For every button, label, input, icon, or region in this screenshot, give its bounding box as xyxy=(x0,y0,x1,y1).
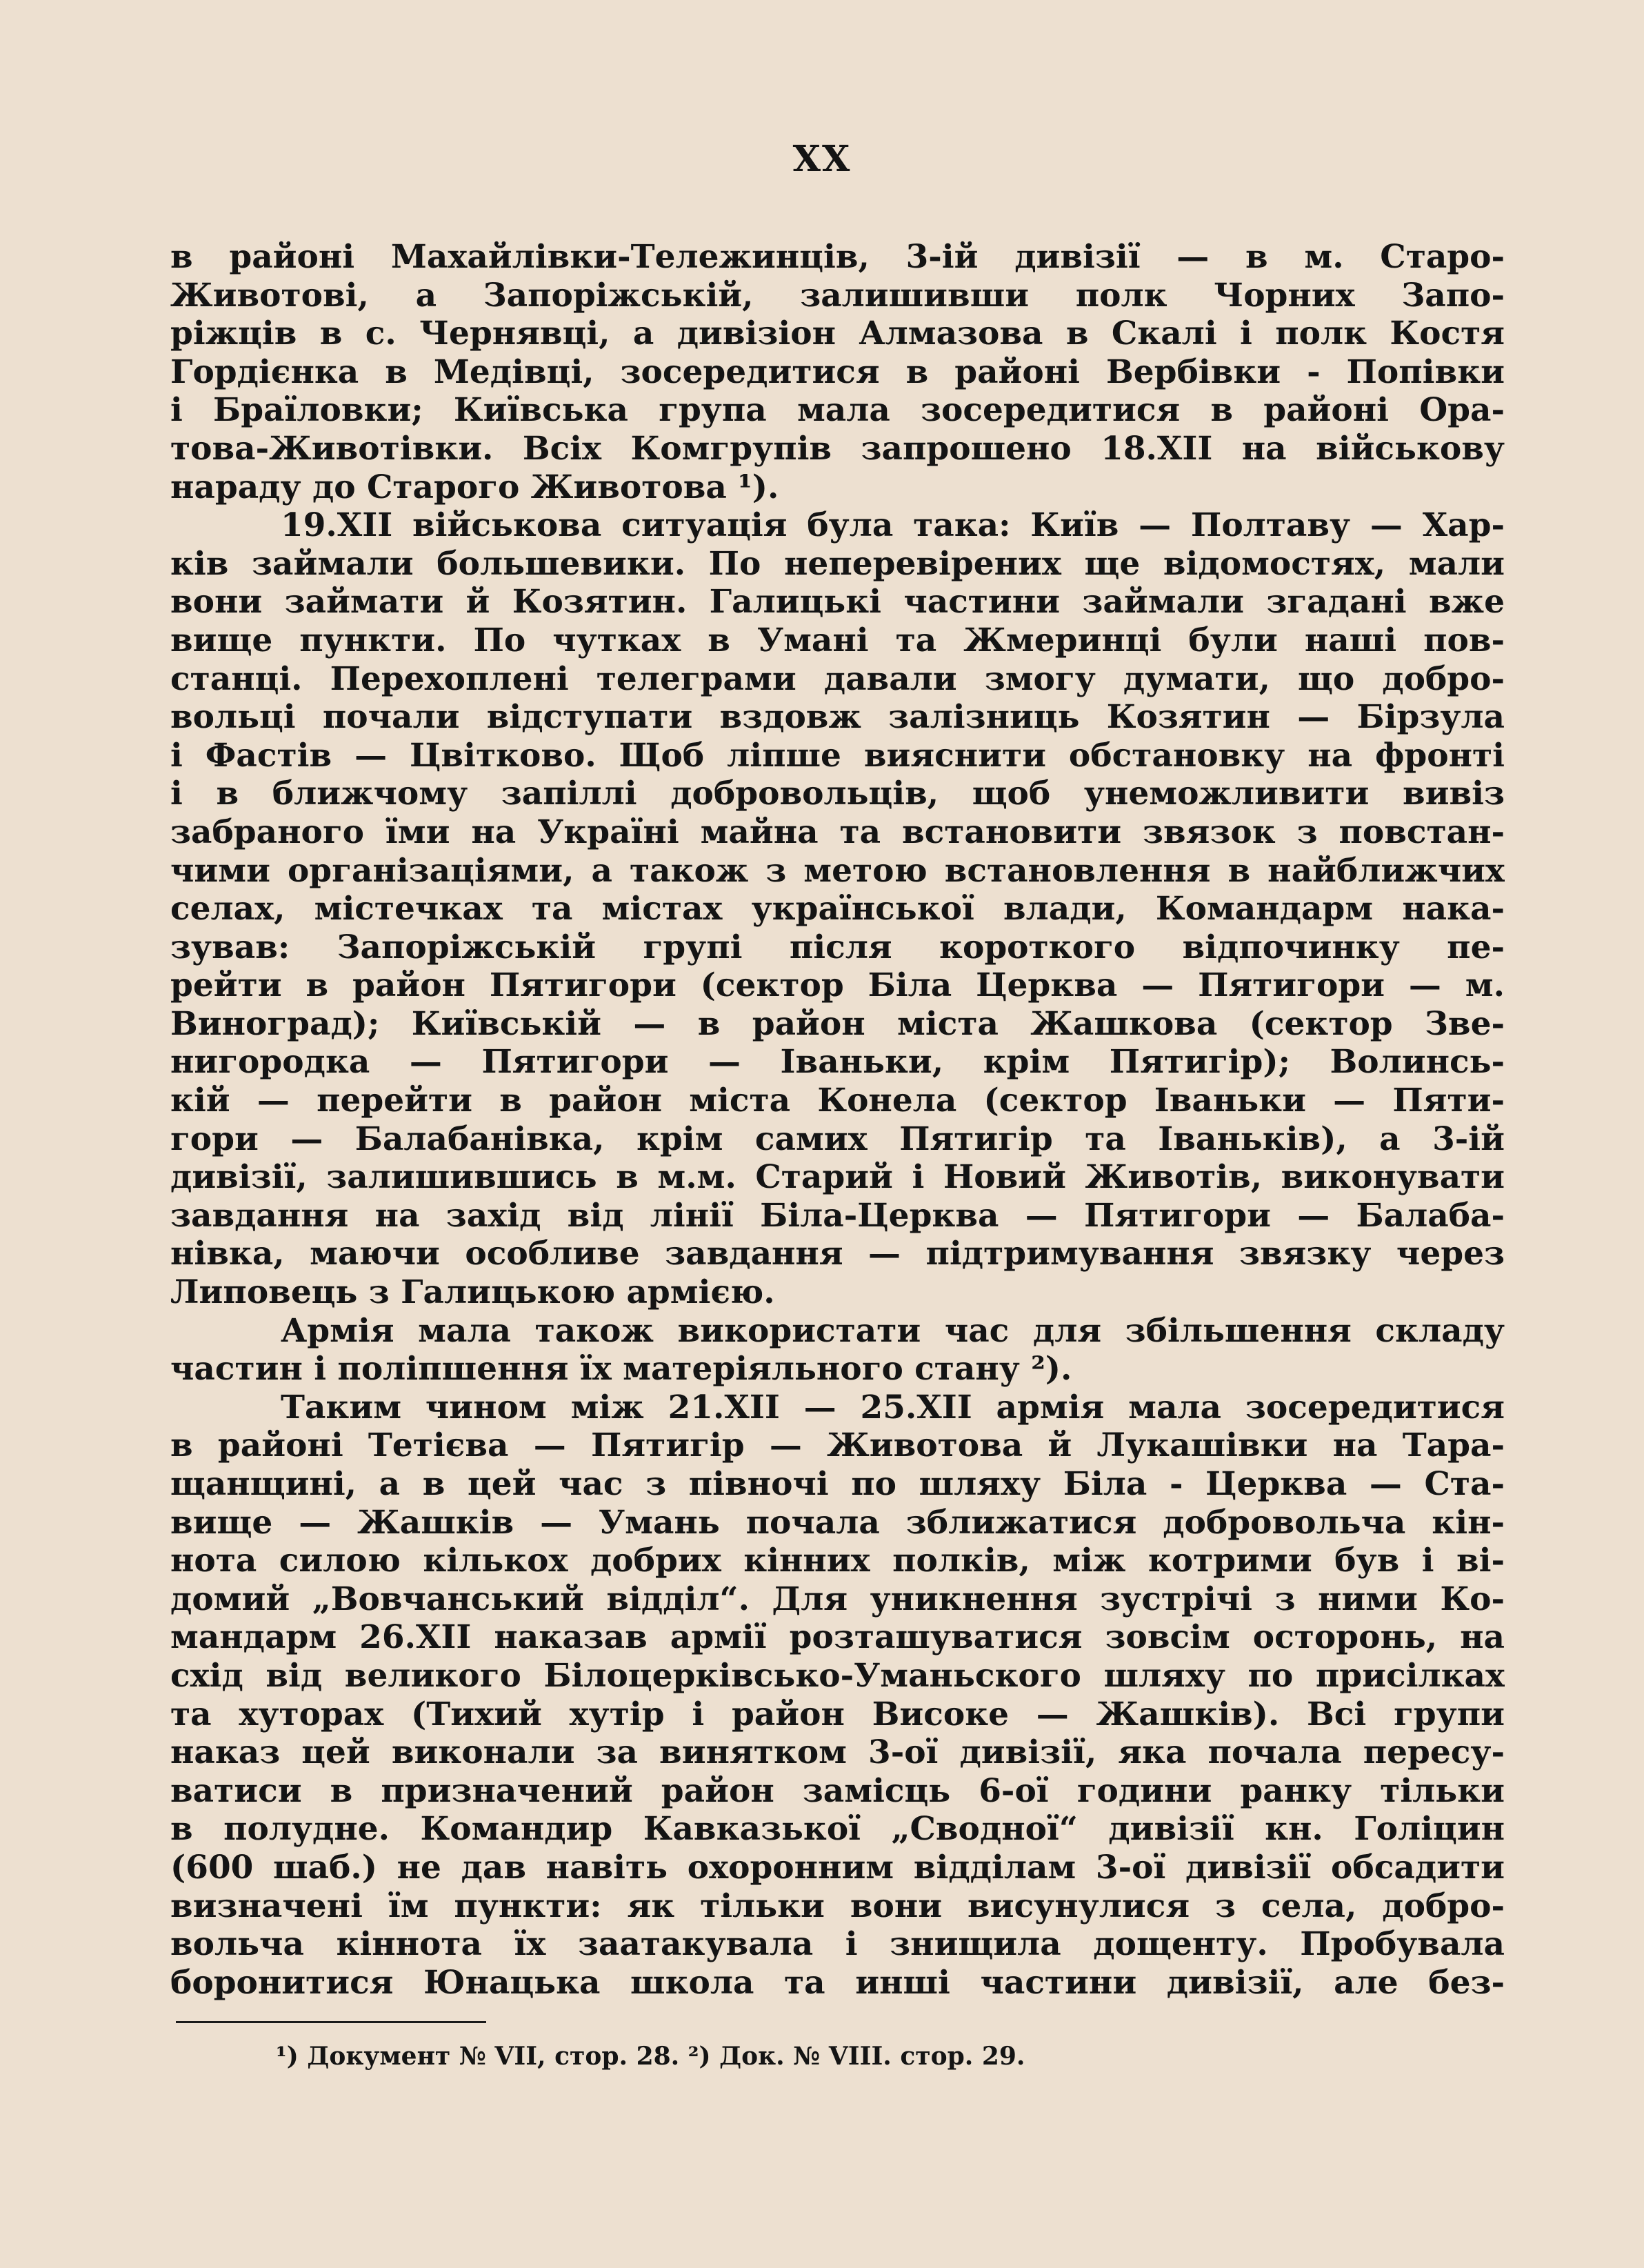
text-line: Виноград); Київській — в район міста Жашкова (сектор Зве- xyxy=(170,1004,1505,1043)
text-line: домий „Вовчанський відділ“. Для уникнення зустрічі з ними Ко- xyxy=(170,1580,1505,1618)
text-line: в районі Тетієва — Пятигір — Животова й Лукашівки на Тара- xyxy=(170,1426,1505,1465)
text-line: Липовець з Галицькою армією. xyxy=(170,1273,775,1312)
text-line: нота силою кількох добрих кінних полків, між котрими був і ві- xyxy=(170,1542,1505,1580)
text-line: наказ цей виконали за винятком 3-ої дивізії, яка почала пересу- xyxy=(170,1733,1505,1772)
text-line: і Браїловки; Київська група мала зосередитися в районі Ора- xyxy=(170,391,1505,430)
text-line: ріжців в с. Чернявці, а дивізіон Алмазова в Скалі і полк Костя xyxy=(170,315,1505,353)
text-line: забраного їми на Україні майна та встановити звязок з повстан- xyxy=(170,813,1505,851)
text-line: Армія мала також використати час для збільшення складу xyxy=(281,1311,1505,1350)
text-line: Гордієнка в Медівці, зосередитися в районі Вербівки - Попівки xyxy=(170,352,1505,391)
text-line: 19.XII військова ситуація була така: Київ — Полтаву — Хар- xyxy=(281,506,1505,545)
text-line: дивізії, залишившись в м.м. Старий і Новий Животів, виконувати xyxy=(170,1158,1505,1197)
text-line: ватиси в призначений район замісць 6-ої години ранку тільки xyxy=(170,1771,1505,1810)
text-line: това-Животівки. Всіх Комгрупів запрошено 18.XII на військову xyxy=(170,429,1505,468)
text-line: ків займали большевики. По неперевірених ще відомостях, мали xyxy=(170,544,1505,583)
page-number: XX xyxy=(792,138,852,180)
text-line: нівка, маючи особливе завдання — підтримування звязку через xyxy=(170,1235,1505,1273)
text-line: вони займати й Козятин. Галицькі частини займали згадані вже xyxy=(170,583,1505,621)
text-line: боронитися Юнацька школа та инші частини дивізії, але без- xyxy=(170,1963,1505,2002)
text-line: частин і поліпшення їх матеріяльного стану ²). xyxy=(170,1350,1072,1389)
text-line: Таким чином між 21.XII — 25.XII армія мала зосередитися xyxy=(281,1388,1505,1426)
footnote-divider xyxy=(176,2021,486,2023)
text-line: (600 шаб.) не дав навіть охоронним відділам 3-ої дивізії обсадити xyxy=(170,1848,1505,1887)
text-line: схід від великого Білоцерківсько-Уманьского шляху по присілках xyxy=(170,1656,1505,1695)
text-line: нараду до Старого Животова ¹). xyxy=(170,468,779,506)
text-line: мандарм 26.XII наказав армії розташуватися зовсім осторонь, на xyxy=(170,1618,1505,1657)
text-line: вище пункти. По чутках в Умані та Жмеринці були наші пов- xyxy=(170,621,1505,659)
text-line: в районі Махайлівки-Тележинців, 3-ій дивізії — в м. Старо- xyxy=(170,238,1505,276)
text-line: визначені їм пункти: як тільки вони висунулися з села, добро- xyxy=(170,1887,1505,1925)
text-line: зував: Запоріжській групі після короткого відпочинку пе- xyxy=(170,928,1505,966)
text-line: рейти в район Пятигори (сектор Біла Церква — Пятигори — м. xyxy=(170,966,1505,1005)
text-line: кій — перейти в район міста Конела (сектор Іваньки — Пяти- xyxy=(170,1082,1505,1120)
text-line: і в ближчому запіллі добровольців, щоб унеможливити вивіз xyxy=(170,775,1505,813)
text-line: селах, містечках та містах української влади, Командарм нака- xyxy=(170,890,1505,928)
text-line: щанщині, а в цей час з півночі по шляху Біла - Церква — Ста- xyxy=(170,1465,1505,1503)
text-line: в полудне. Командир Кавказької „Сводної“ дивізії кн. Голіцин xyxy=(170,1810,1505,1849)
text-line: вольці почали відступати вздовж залізниць Козятин — Бірзула xyxy=(170,698,1505,737)
footnotes: ¹) Документ № VII, стор. 28. ²) Док. № VIII. стор. 29. xyxy=(276,2042,1025,2071)
text-line: нигородка — Пятигори — Іваньки, крім Пятигір); Волинсь- xyxy=(170,1043,1505,1082)
text-line: станці. Перехоплені телеграми давали змогу думати, що добро- xyxy=(170,659,1505,698)
text-line: завдання на захід від лінії Біла-Церква — Пятигори — Балаба- xyxy=(170,1196,1505,1235)
text-line: і Фастів — Цвітково. Щоб ліпше вияснити обстановку на фронті xyxy=(170,736,1505,775)
text-line: гори — Балабанівка, крім самих Пятигір та Іваньків), а 3-ій xyxy=(170,1120,1505,1158)
text-line: та хуторах (Тихий хутір і район Високе — Жашків). Всі групи xyxy=(170,1695,1505,1733)
text-line: вище — Жашків — Умань почала зближатися добровольча кін- xyxy=(170,1503,1505,1542)
text-line: Животові, а Запоріжській, залишивши полк Чорних Запо- xyxy=(170,276,1505,315)
text-line: вольча кіннота їх заатакувала і знищила дощенту. Пробувала xyxy=(170,1925,1505,1964)
text-line: чими організаціями, а також з метою встановлення в найближчих xyxy=(170,851,1505,890)
body-text xyxy=(170,238,1505,2002)
